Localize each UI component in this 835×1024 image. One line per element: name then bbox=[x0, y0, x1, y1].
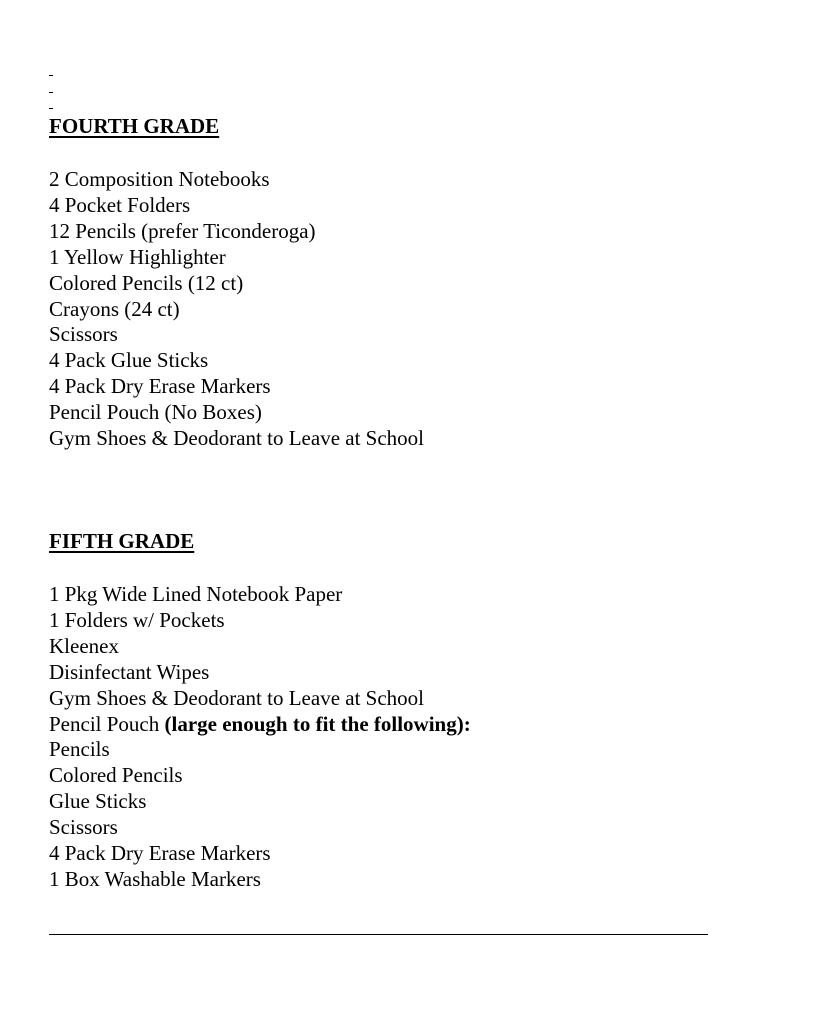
list-item: Glue Sticks bbox=[49, 789, 147, 814]
bullet-mark bbox=[49, 92, 53, 93]
list-item: 1 Folders w/ Pockets bbox=[49, 607, 225, 632]
list-item: Gym Shoes & Deodorant to Leave at School bbox=[49, 426, 425, 451]
list-item: Kleenex bbox=[49, 633, 119, 658]
list-item: 4 Pack Dry Erase Markers bbox=[49, 374, 271, 399]
list-item bbox=[49, 712, 471, 738]
list-item: Disinfectant Wipes bbox=[49, 659, 210, 684]
list-item: 4 Pack Glue Sticks bbox=[49, 348, 209, 373]
list-item: Colored Pencils (12 ct) bbox=[49, 270, 244, 295]
pencil-pouch-note: (large enough to fit the following): bbox=[164, 711, 471, 736]
list-item: Scissors bbox=[49, 815, 118, 840]
list-item: 4 Pack Dry Erase Markers bbox=[49, 841, 271, 866]
horizontal-rule bbox=[49, 934, 708, 935]
list-item: 4 Pocket Folders bbox=[49, 192, 191, 217]
fourth-grade-supply-list bbox=[49, 167, 424, 452]
list-item: Pencils bbox=[49, 737, 110, 762]
list-item: 1 Box Washable Markers bbox=[49, 866, 261, 891]
list-item: Scissors bbox=[49, 322, 118, 347]
list-item: 2 Composition Notebooks bbox=[49, 167, 270, 191]
list-item: Pencil Pouch (No Boxes) bbox=[49, 400, 262, 425]
list-item: Crayons (24 ct) bbox=[49, 296, 180, 321]
list-item: 12 Pencils (prefer Ticonderoga) bbox=[49, 218, 316, 243]
list-item: 1 Yellow Highlighter bbox=[49, 244, 226, 269]
pencil-pouch-label: Pencil Pouch bbox=[49, 711, 160, 736]
fourth-grade-heading: FOURTH GRADE bbox=[49, 114, 220, 138]
list-item: Gym Shoes & Deodorant to Leave at School bbox=[49, 685, 425, 710]
list-item: 1 Pkg Wide Lined Notebook Paper bbox=[49, 582, 343, 606]
list-item: Colored Pencils bbox=[49, 763, 183, 788]
fifth-grade-supply-list bbox=[49, 582, 471, 893]
bullet-mark bbox=[49, 108, 53, 109]
bullet-mark bbox=[49, 75, 53, 76]
fifth-grade-heading: FIFTH GRADE bbox=[49, 529, 195, 553]
